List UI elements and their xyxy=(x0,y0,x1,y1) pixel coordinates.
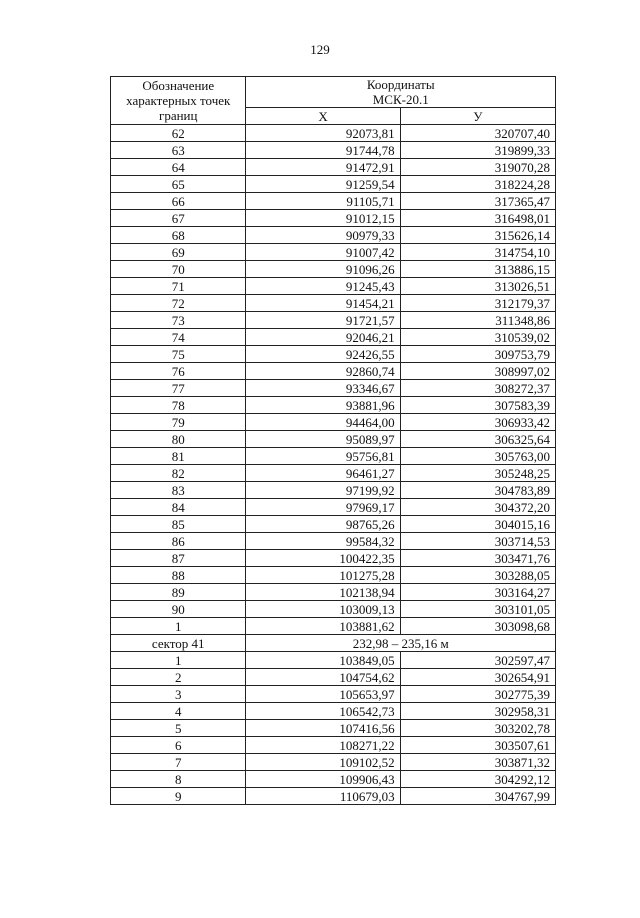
table-row xyxy=(111,244,556,261)
x-coordinate-cell: 91454,21 xyxy=(246,295,400,312)
point-number-cell: 2 xyxy=(111,669,246,686)
point-number-cell: 3 xyxy=(111,686,246,703)
x-coordinate-cell: 91259,54 xyxy=(246,176,400,193)
y-coordinate-cell: 303507,61 xyxy=(400,737,555,754)
table-row xyxy=(111,414,556,431)
point-label-header xyxy=(111,77,246,125)
point-number-cell: 86 xyxy=(111,533,246,550)
x-coordinate-cell: 107416,56 xyxy=(246,720,400,737)
point-number-cell: 72 xyxy=(111,295,246,312)
table-row xyxy=(111,159,556,176)
x-coordinate-cell: 92860,74 xyxy=(246,363,400,380)
table-body-part-a xyxy=(111,125,556,635)
x-coordinate-cell: 104754,62 xyxy=(246,669,400,686)
point-number-cell: 8 xyxy=(111,771,246,788)
y-coordinate-cell: 317365,47 xyxy=(400,193,555,210)
point-number-cell: 79 xyxy=(111,414,246,431)
y-coordinate-cell: 308997,02 xyxy=(400,363,555,380)
y-coordinate-cell: 315626,14 xyxy=(400,227,555,244)
x-column-header: Х xyxy=(246,108,400,125)
y-coordinate-cell: 304767,99 xyxy=(400,788,555,805)
y-coordinate-cell: 305763,00 xyxy=(400,448,555,465)
y-coordinate-cell: 302775,39 xyxy=(400,686,555,703)
y-coordinate-cell: 302958,31 xyxy=(400,703,555,720)
point-number-cell: 87 xyxy=(111,550,246,567)
table-row xyxy=(111,397,556,414)
point-number-cell: 90 xyxy=(111,601,246,618)
point-number-cell: 88 xyxy=(111,567,246,584)
coordinate-system-label: МСК-20.1 xyxy=(372,92,429,107)
point-number-cell: 78 xyxy=(111,397,246,414)
table-row xyxy=(111,601,556,618)
point-number-cell: 70 xyxy=(111,261,246,278)
coordinates-header xyxy=(246,77,556,108)
y-coordinate-cell: 310539,02 xyxy=(400,329,555,346)
point-number-cell: 7 xyxy=(111,754,246,771)
table-row xyxy=(111,567,556,584)
point-number-cell: 63 xyxy=(111,142,246,159)
x-coordinate-cell: 91245,43 xyxy=(246,278,400,295)
y-coordinate-cell: 306325,64 xyxy=(400,431,555,448)
y-coordinate-cell: 304372,20 xyxy=(400,499,555,516)
y-coordinate-cell: 302597,47 xyxy=(400,652,555,669)
point-number-cell: 1 xyxy=(111,652,246,669)
y-column-header: У xyxy=(400,108,555,125)
point-number-cell: 84 xyxy=(111,499,246,516)
point-number-cell: 9 xyxy=(111,788,246,805)
y-coordinate-cell: 303098,68 xyxy=(400,618,555,635)
x-coordinate-cell: 97969,17 xyxy=(246,499,400,516)
x-coordinate-cell: 103881,62 xyxy=(246,618,400,635)
y-coordinate-cell: 307583,39 xyxy=(400,397,555,414)
x-coordinate-cell: 91721,57 xyxy=(246,312,400,329)
table-row xyxy=(111,261,556,278)
point-number-cell: 65 xyxy=(111,176,246,193)
y-coordinate-cell: 306933,42 xyxy=(400,414,555,431)
x-coordinate-cell: 98765,26 xyxy=(246,516,400,533)
table-row xyxy=(111,771,556,788)
point-number-cell: 81 xyxy=(111,448,246,465)
point-number-cell: 74 xyxy=(111,329,246,346)
table-header xyxy=(111,77,556,125)
table-row xyxy=(111,431,556,448)
point-number-cell: 1 xyxy=(111,618,246,635)
x-coordinate-cell: 105653,97 xyxy=(246,686,400,703)
x-coordinate-cell: 91744,78 xyxy=(246,142,400,159)
table-row xyxy=(111,652,556,669)
point-number-cell: 62 xyxy=(111,125,246,142)
y-coordinate-cell: 312179,37 xyxy=(400,295,555,312)
x-coordinate-cell: 103849,05 xyxy=(246,652,400,669)
sector-range: 232,98 – 235,16 м xyxy=(246,635,556,652)
point-number-cell: 80 xyxy=(111,431,246,448)
x-coordinate-cell: 110679,03 xyxy=(246,788,400,805)
point-number-cell: 71 xyxy=(111,278,246,295)
table-row xyxy=(111,312,556,329)
y-coordinate-cell: 314754,10 xyxy=(400,244,555,261)
point-number-cell: 68 xyxy=(111,227,246,244)
point-number-cell: 64 xyxy=(111,159,246,176)
x-coordinate-cell: 92046,21 xyxy=(246,329,400,346)
point-label-header-line3: границ xyxy=(158,108,198,123)
x-coordinate-cell: 109102,52 xyxy=(246,754,400,771)
coordinates-header-line1: Координаты xyxy=(366,77,435,92)
x-coordinate-cell: 103009,13 xyxy=(246,601,400,618)
table-row xyxy=(111,465,556,482)
page-number: 129 xyxy=(310,42,330,57)
point-number-cell: 85 xyxy=(111,516,246,533)
x-coordinate-cell: 91096,26 xyxy=(246,261,400,278)
x-coordinate-cell: 95756,81 xyxy=(246,448,400,465)
table-row xyxy=(111,363,556,380)
y-coordinate-cell: 319899,33 xyxy=(400,142,555,159)
point-number-cell: 66 xyxy=(111,193,246,210)
table-row xyxy=(111,533,556,550)
sector-label: сектор 41 xyxy=(111,635,246,652)
table-row xyxy=(111,516,556,533)
x-coordinate-cell: 91105,71 xyxy=(246,193,400,210)
point-number-cell: 77 xyxy=(111,380,246,397)
x-coordinate-cell: 91007,42 xyxy=(246,244,400,261)
point-number-cell: 67 xyxy=(111,210,246,227)
point-number-cell: 69 xyxy=(111,244,246,261)
y-coordinate-cell: 320707,40 xyxy=(400,125,555,142)
table-row xyxy=(111,550,556,567)
y-coordinate-cell: 304783,89 xyxy=(400,482,555,499)
point-label-header-line2: характерных точек xyxy=(126,93,231,108)
sector-row xyxy=(111,635,556,652)
table-row xyxy=(111,210,556,227)
y-coordinate-cell: 308272,37 xyxy=(400,380,555,397)
y-coordinate-cell: 319070,28 xyxy=(400,159,555,176)
y-coordinate-cell: 305248,25 xyxy=(400,465,555,482)
table-row xyxy=(111,329,556,346)
table-row xyxy=(111,448,556,465)
table-row xyxy=(111,482,556,499)
table-row xyxy=(111,227,556,244)
table-row xyxy=(111,380,556,397)
x-coordinate-cell: 97199,92 xyxy=(246,482,400,499)
x-coordinate-cell: 99584,32 xyxy=(246,533,400,550)
y-coordinate-cell: 303871,32 xyxy=(400,754,555,771)
y-coordinate-cell: 303101,05 xyxy=(400,601,555,618)
point-number-cell: 82 xyxy=(111,465,246,482)
sector-section xyxy=(111,635,556,652)
y-coordinate-cell: 302654,91 xyxy=(400,669,555,686)
x-coordinate-cell: 93346,67 xyxy=(246,380,400,397)
x-coordinate-cell: 91472,91 xyxy=(246,159,400,176)
y-coordinate-cell: 303164,27 xyxy=(400,584,555,601)
point-number-cell: 83 xyxy=(111,482,246,499)
table-row xyxy=(111,669,556,686)
x-coordinate-cell: 109906,43 xyxy=(246,771,400,788)
x-coordinate-cell: 92426,55 xyxy=(246,346,400,363)
x-coordinate-cell: 106542,73 xyxy=(246,703,400,720)
point-number-cell: 73 xyxy=(111,312,246,329)
table-row xyxy=(111,703,556,720)
y-coordinate-cell: 316498,01 xyxy=(400,210,555,227)
y-coordinate-cell: 313886,15 xyxy=(400,261,555,278)
table-row xyxy=(111,346,556,363)
y-coordinate-cell: 303202,78 xyxy=(400,720,555,737)
point-number-cell: 6 xyxy=(111,737,246,754)
y-coordinate-cell: 304292,12 xyxy=(400,771,555,788)
y-coordinate-cell: 303288,05 xyxy=(400,567,555,584)
table-row xyxy=(111,295,556,312)
x-coordinate-cell: 102138,94 xyxy=(246,584,400,601)
y-coordinate-cell: 311348,86 xyxy=(400,312,555,329)
x-coordinate-cell: 94464,00 xyxy=(246,414,400,431)
table-row xyxy=(111,193,556,210)
x-coordinate-cell: 93881,96 xyxy=(246,397,400,414)
x-coordinate-cell: 95089,97 xyxy=(246,431,400,448)
coordinates-table xyxy=(110,76,556,805)
table-row xyxy=(111,754,556,771)
table-row xyxy=(111,176,556,193)
x-coordinate-cell: 91012,15 xyxy=(246,210,400,227)
x-coordinate-cell: 101275,28 xyxy=(246,567,400,584)
point-number-cell: 75 xyxy=(111,346,246,363)
point-label-header-line1: Обозначение xyxy=(142,78,215,93)
point-number-cell: 89 xyxy=(111,584,246,601)
table-row xyxy=(111,737,556,754)
table-row xyxy=(111,142,556,159)
table-row xyxy=(111,499,556,516)
y-coordinate-cell: 303471,76 xyxy=(400,550,555,567)
table-row xyxy=(111,278,556,295)
table-row xyxy=(111,788,556,805)
x-coordinate-cell: 90979,33 xyxy=(246,227,400,244)
point-number-cell: 4 xyxy=(111,703,246,720)
y-coordinate-cell: 309753,79 xyxy=(400,346,555,363)
table-body-part-b xyxy=(111,652,556,805)
table-row xyxy=(111,584,556,601)
table-row xyxy=(111,618,556,635)
x-coordinate-cell: 92073,81 xyxy=(246,125,400,142)
x-coordinate-cell: 108271,22 xyxy=(246,737,400,754)
x-coordinate-cell: 100422,35 xyxy=(246,550,400,567)
point-number-cell: 76 xyxy=(111,363,246,380)
table-row xyxy=(111,125,556,142)
y-coordinate-cell: 303714,53 xyxy=(400,533,555,550)
y-coordinate-cell: 304015,16 xyxy=(400,516,555,533)
y-coordinate-cell: 313026,51 xyxy=(400,278,555,295)
header-row xyxy=(111,77,556,108)
y-coordinate-cell: 318224,28 xyxy=(400,176,555,193)
table-row xyxy=(111,686,556,703)
point-number-cell: 5 xyxy=(111,720,246,737)
x-coordinate-cell: 96461,27 xyxy=(246,465,400,482)
table-row xyxy=(111,720,556,737)
